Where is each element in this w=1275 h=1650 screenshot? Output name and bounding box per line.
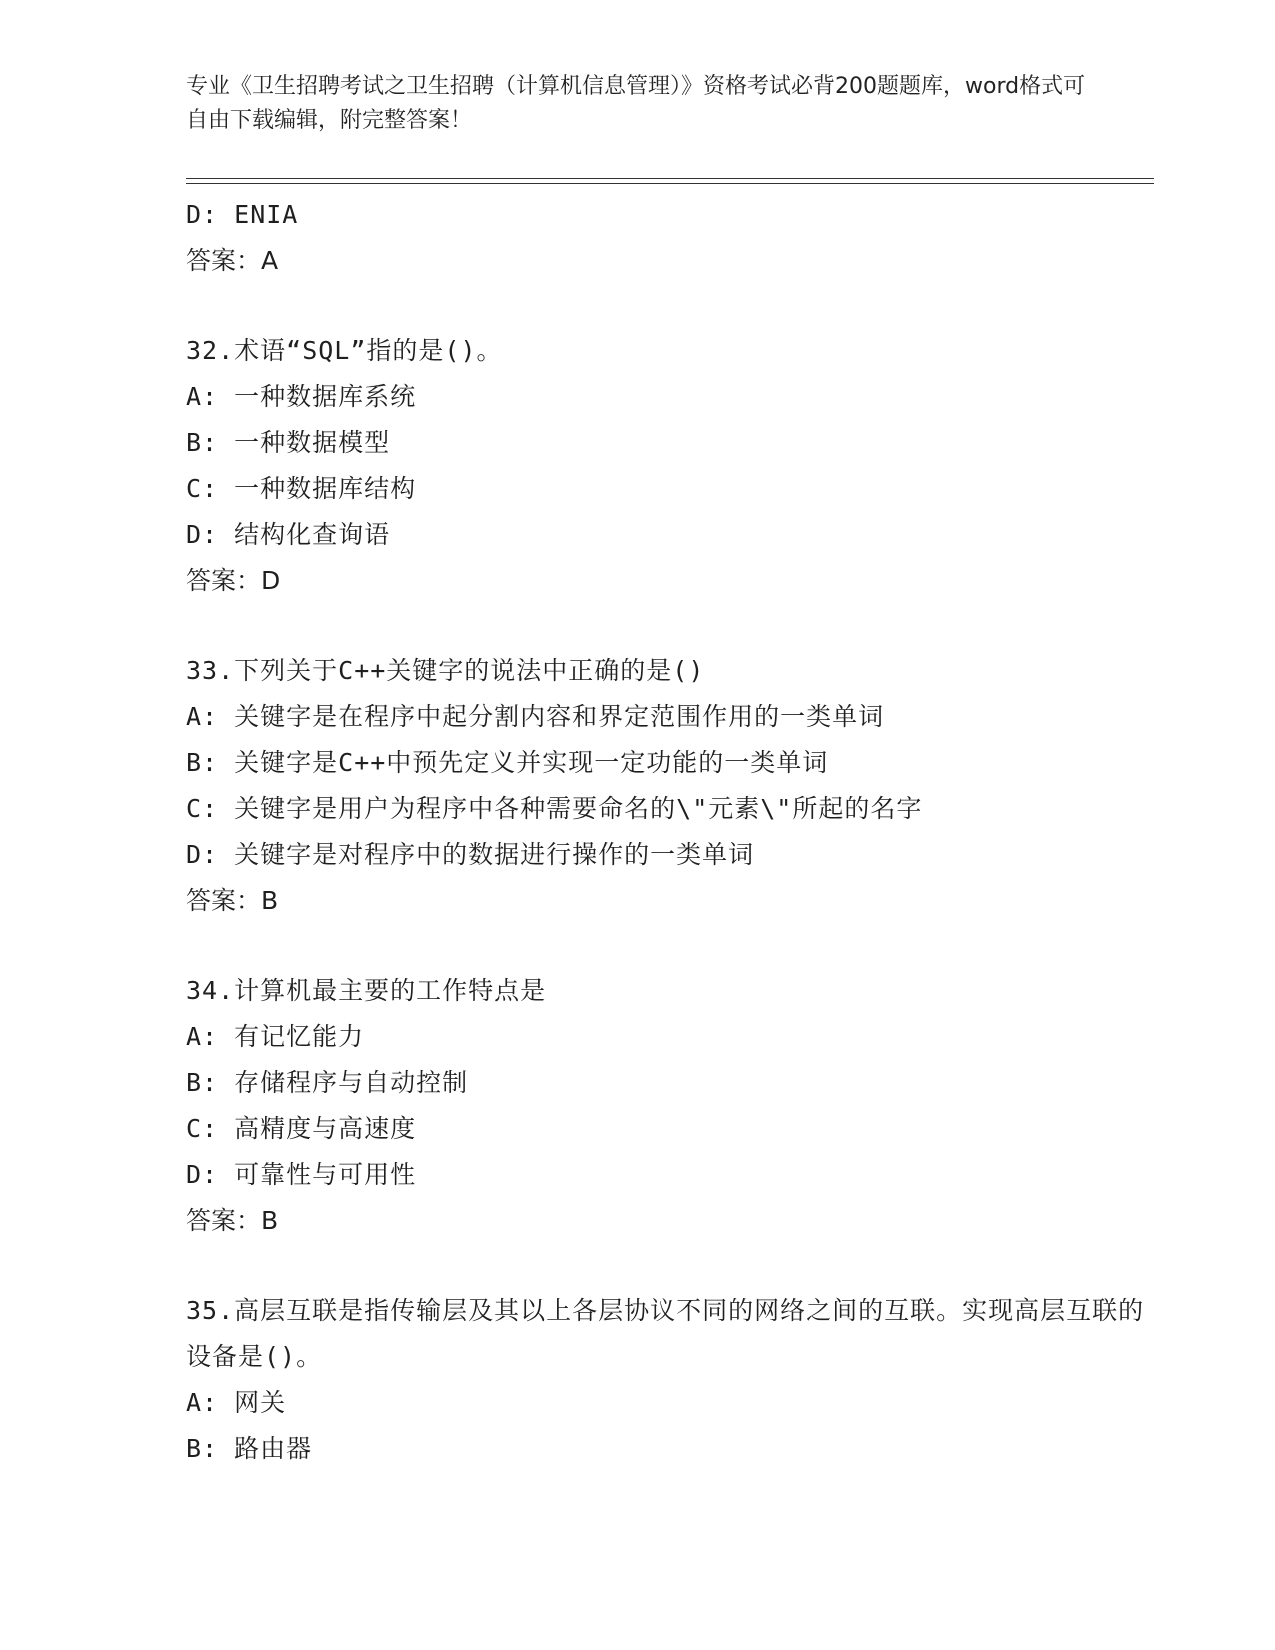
header-title: 专业《卫生招聘考试之卫生招聘（计算机信息管理）》资格考试必背200题题库，word格式可自由下载编辑，附完整答案！	[186, 74, 1086, 133]
spacer	[186, 924, 1146, 968]
spacer	[186, 284, 1146, 328]
question-text: 34.计算机最主要的工作特点是	[186, 976, 547, 1005]
question-32	[186, 328, 1146, 604]
option-a: A: 一种数据库系统	[186, 382, 417, 411]
option-c: C: 高精度与高速度	[186, 1114, 417, 1143]
question-text: 33.下列关于C++关键字的说法中正确的是()	[186, 656, 705, 685]
option-b: B: 一种数据模型	[186, 428, 391, 457]
question-35	[186, 1288, 1146, 1472]
document-body	[186, 192, 1146, 1472]
question-text: 35.高层互联是指传输层及其以上各层协议不同的网络之间的互联。实现高层互联的设备是()。	[186, 1296, 1145, 1371]
option-b: B: 路由器	[186, 1434, 313, 1463]
question-33	[186, 648, 1146, 924]
page-header	[186, 70, 1086, 138]
answer: 答案：B	[186, 886, 279, 915]
answer: 答案：B	[186, 1206, 279, 1235]
option-c: C: 关键字是用户为程序中各种需要命名的\"元素\"所起的名字	[186, 794, 923, 823]
option-a: A: 有记忆能力	[186, 1022, 365, 1051]
option-b: B: 存储程序与自动控制	[186, 1068, 469, 1097]
option-a: A: 网关	[186, 1388, 287, 1417]
question-34	[186, 968, 1146, 1244]
option-d: D: 结构化查询语	[186, 520, 391, 549]
option-d: D: 关键字是对程序中的数据进行操作的一类单词	[186, 840, 755, 869]
option-d: D: 可靠性与可用性	[186, 1160, 417, 1189]
answer: 答案：D	[186, 566, 281, 595]
option-a: A: 关键字是在程序中起分割内容和界定范围作用的一类单词	[186, 702, 885, 731]
option-c: C: 一种数据库结构	[186, 474, 417, 503]
spacer	[186, 604, 1146, 648]
option-b: B: 关键字是C++中预先定义并实现一定功能的一类单词	[186, 748, 829, 777]
spacer	[186, 1244, 1146, 1288]
question-text: 32.术语“SQL”指的是()。	[186, 336, 503, 365]
carryover-option-d: D: ENIA	[186, 200, 299, 229]
carryover-answer: 答案：A	[186, 246, 279, 275]
header-divider	[186, 178, 1154, 184]
